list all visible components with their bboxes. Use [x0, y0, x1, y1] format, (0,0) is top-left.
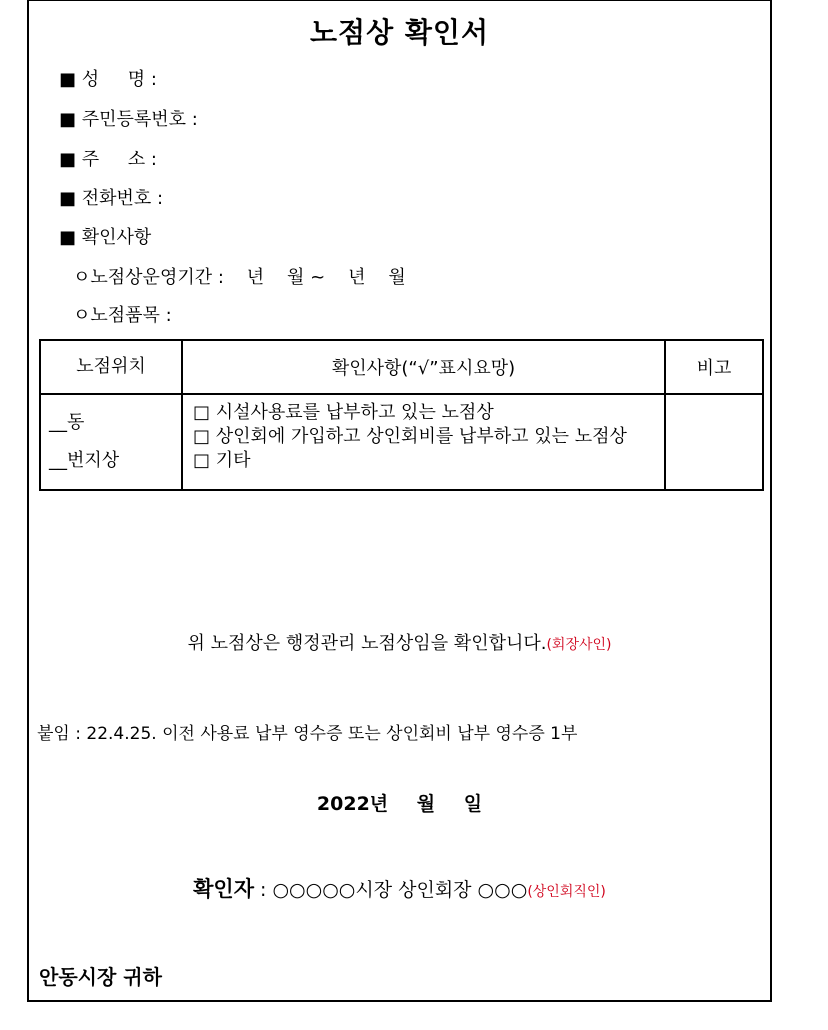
table-header-row — [40, 340, 763, 394]
document-frame — [27, 0, 772, 1002]
location-bunji: __번지상 — [49, 450, 120, 471]
signer-value: : ○○○○○시장 상인회장 ○○○ — [253, 879, 528, 901]
location-cell[interactable] — [40, 394, 182, 490]
location-dong: __동 — [49, 412, 85, 433]
checks-cell — [182, 394, 665, 490]
association-seal-note: (상인회직인) — [527, 884, 606, 900]
document-date: 2022년 월 일 — [316, 793, 483, 815]
recipient: 안동시장 귀하 — [39, 965, 162, 989]
table-row — [40, 394, 763, 490]
field-items: ㅇ노점품목 : — [73, 305, 172, 326]
check-facility-fee[interactable]: □ 시설사용료를 납부하고 있는 노점상 — [193, 402, 494, 423]
remark-cell[interactable] — [665, 394, 763, 490]
field-confirm-section: ■ 확인사항 — [59, 227, 152, 248]
attachment-note: 붙임 : 22.4.25. 이전 사용료 납부 영수증 또는 상인회비 납부 영수증 1부 — [37, 724, 578, 744]
check-other[interactable]: □ 기타 — [193, 450, 251, 471]
signer-label: 확인자 — [193, 877, 254, 901]
check-merchant-association[interactable]: □ 상인회에 가입하고 상인회비를 납부하고 있는 노점상 — [193, 426, 627, 447]
header-remark: 비고 — [665, 340, 763, 394]
field-operation-period: ㅇ노점상운영기간 : 년 월 ~ 년 월 — [73, 267, 406, 288]
chairman-signature-note: (회장사인) — [546, 637, 612, 653]
field-address: ■ 주 소 : — [59, 149, 157, 170]
field-resident-number: ■ 주민등록번호 : — [59, 109, 198, 130]
header-location: 노점위치 — [40, 340, 182, 394]
field-name: ■ 성 명 : — [59, 69, 157, 90]
confirmation-text: 위 노점상은 행정관리 노점상임을 확인합니다. — [187, 633, 547, 654]
field-phone: ■ 전화번호 : — [59, 188, 164, 209]
confirmation-statement — [29, 629, 770, 655]
header-checks: 확인사항(“√”표시요망) — [182, 340, 665, 394]
confirmation-table — [39, 339, 764, 491]
signer-line — [29, 873, 770, 903]
document-title: 노점상 확인서 — [309, 16, 490, 49]
